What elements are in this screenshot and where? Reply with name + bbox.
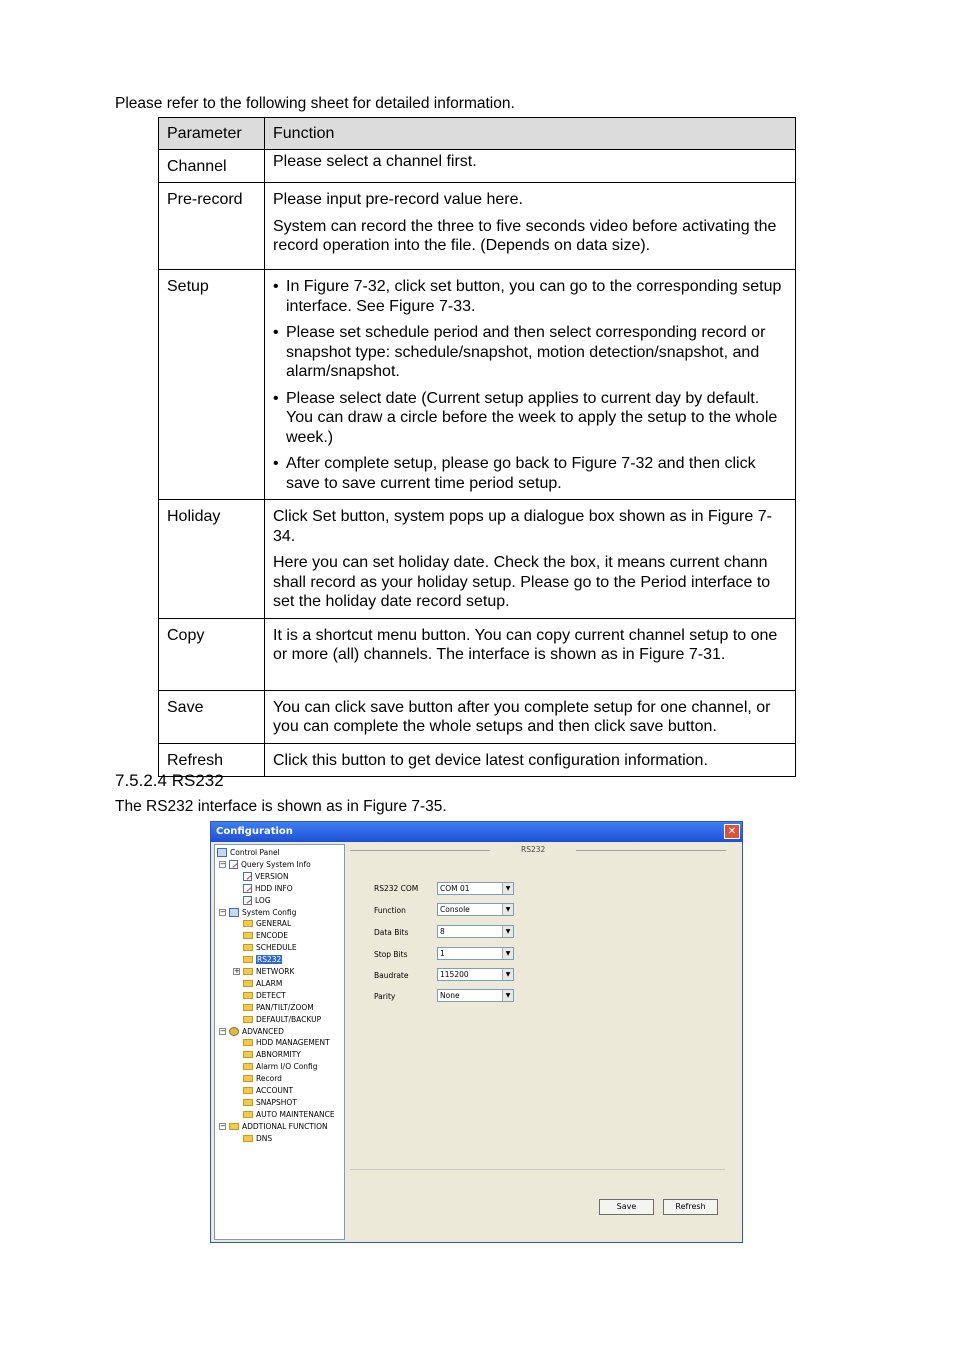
chevron-down-icon[interactable]: ▼ bbox=[502, 883, 513, 894]
folder-icon bbox=[243, 944, 253, 951]
parameter-table bbox=[158, 117, 796, 777]
tree-item-general[interactable] bbox=[243, 918, 291, 929]
field-label-function: Function bbox=[374, 906, 406, 915]
tree-item-label: PAN/TILT/ZOOM bbox=[256, 1002, 314, 1012]
tree-item-label: ADVANCED bbox=[242, 1026, 284, 1036]
tree-item-system-config[interactable] bbox=[229, 907, 296, 918]
field-label-rs232-com: RS232 COM bbox=[374, 884, 419, 893]
field-label-parity: Parity bbox=[374, 992, 396, 1001]
chevron-down-icon[interactable]: ▼ bbox=[502, 990, 513, 1001]
folder-icon bbox=[243, 1063, 253, 1070]
tree-item-rs232[interactable] bbox=[243, 954, 282, 965]
tree-item-label: DETECT bbox=[256, 990, 286, 1000]
tree-expander-icon[interactable]: + bbox=[234, 967, 240, 975]
tree-item-record[interactable] bbox=[243, 1073, 282, 1084]
tree-item-label: Query System Info bbox=[241, 859, 311, 869]
select-value: 115200 bbox=[440, 970, 469, 979]
folder-icon bbox=[229, 1123, 239, 1130]
function-text: It is a shortcut menu button. You can copy current channel setup to one or more (all) channels. The interface is shown as in Figure 7-31. bbox=[273, 626, 778, 663]
param-cell: Pre-record bbox=[159, 183, 265, 270]
table-row bbox=[159, 618, 796, 690]
field-label-data-bits: Data Bits bbox=[374, 928, 409, 937]
function-text: Click Set button, system pops up a dialogue box shown as in Figure 7-34. bbox=[273, 508, 772, 545]
function-cell bbox=[265, 618, 796, 690]
select-value: Console bbox=[440, 905, 470, 914]
tree-item-label: LOG bbox=[255, 895, 271, 905]
select-value: 1 bbox=[440, 949, 445, 958]
tree-item-advanced[interactable] bbox=[229, 1026, 284, 1037]
folder-icon bbox=[243, 968, 253, 975]
tree-item-encode[interactable] bbox=[243, 930, 288, 941]
tree-item-alarm[interactable] bbox=[243, 978, 282, 989]
tree-item-dns[interactable] bbox=[243, 1133, 272, 1144]
header-function: Function bbox=[265, 118, 796, 150]
tree-expander-icon[interactable]: − bbox=[220, 907, 226, 916]
function-text: You can click save button after you complete setup for one channel, or you can complete the whole setups and then click save button. bbox=[273, 698, 771, 735]
chevron-down-icon[interactable]: ▼ bbox=[502, 948, 513, 959]
field-label-baudrate: Baudrate bbox=[374, 971, 409, 980]
chevron-down-icon[interactable]: ▼ bbox=[502, 926, 513, 937]
tree-item-hdd-management[interactable] bbox=[243, 1037, 330, 1048]
function-line: set the holiday date record setup. bbox=[273, 593, 510, 610]
holiday-overflow-text bbox=[273, 553, 787, 612]
function-text: Please input pre-record value here. bbox=[273, 191, 523, 208]
configuration-window bbox=[210, 821, 743, 1243]
field-label-stop-bits: Stop Bits bbox=[374, 950, 408, 959]
tree-item-label: DEFAULT/BACKUP bbox=[256, 1014, 322, 1024]
tree-item-label: SCHEDULE bbox=[256, 943, 297, 953]
data-bits-select[interactable] bbox=[437, 925, 514, 938]
tree-item-label: DNS bbox=[256, 1133, 273, 1143]
save-button[interactable]: Save bbox=[599, 1199, 654, 1215]
tree-item-label: VERSION bbox=[255, 871, 289, 881]
select-value: COM 01 bbox=[440, 884, 470, 893]
param-cell: Channel bbox=[159, 149, 265, 183]
function-cell bbox=[265, 743, 796, 777]
tree-item-snapshot[interactable] bbox=[243, 1097, 297, 1108]
tree-item-label: SNAPSHOT bbox=[256, 1097, 297, 1107]
tree-item-label: System Config bbox=[242, 907, 297, 917]
folder-icon bbox=[243, 932, 253, 939]
panel-icon bbox=[229, 908, 239, 917]
select-value: 8 bbox=[440, 927, 445, 936]
table-header-row bbox=[159, 118, 796, 150]
tree-item-auto-maintenance[interactable] bbox=[243, 1109, 335, 1120]
tree-item-label: HDD INFO bbox=[255, 883, 293, 893]
function-text: Click this button to get device latest configuration information. bbox=[273, 751, 708, 769]
panel-icon bbox=[217, 848, 227, 857]
section-heading: 7.5.2.4 RS232 bbox=[115, 771, 224, 790]
rs232-panel bbox=[347, 844, 740, 1240]
header-parameter: Parameter bbox=[159, 118, 265, 150]
folder-icon bbox=[243, 956, 253, 963]
tree-expander-icon[interactable]: − bbox=[220, 859, 226, 868]
folder-icon bbox=[243, 1087, 253, 1094]
doc-icon bbox=[243, 872, 252, 881]
folder-icon bbox=[243, 1075, 253, 1082]
folder-icon bbox=[243, 1111, 253, 1118]
param-cell: Holiday bbox=[159, 500, 265, 619]
doc-icon bbox=[229, 860, 238, 869]
rs232-com-select[interactable] bbox=[437, 882, 514, 895]
folder-icon bbox=[243, 1135, 253, 1142]
table-row bbox=[159, 500, 796, 619]
tree-expander-icon[interactable]: − bbox=[220, 1121, 226, 1130]
tree-item-label: Alarm I/O Config bbox=[256, 1062, 318, 1072]
tree-item-schedule[interactable] bbox=[243, 942, 297, 953]
doc-icon bbox=[243, 884, 252, 893]
table-row bbox=[159, 183, 796, 270]
tree-item-pan-tilt-zoom[interactable] bbox=[243, 1002, 314, 1013]
tree-item-detect[interactable] bbox=[243, 990, 286, 1001]
table-row bbox=[159, 690, 796, 743]
list-item: • Please select date (Current setup applies to current day by default. You can draw a circle before the week to apply the setup to the whole week.) bbox=[273, 389, 787, 448]
tree-item-label: Record bbox=[256, 1074, 282, 1084]
intro-text: Please refer to the following sheet for detailed information. bbox=[115, 95, 515, 112]
chevron-down-icon[interactable]: ▼ bbox=[502, 969, 513, 980]
param-cell: Refresh bbox=[159, 743, 265, 777]
param-cell: Setup bbox=[159, 270, 265, 500]
tree-item-hdd-info[interactable] bbox=[243, 883, 293, 894]
tree-item-abnormity[interactable] bbox=[243, 1049, 301, 1060]
tree-item-label: ACCOUNT bbox=[256, 1086, 294, 1095]
tree-item-label: AUTO MAINTENANCE bbox=[256, 1109, 335, 1119]
tree-item-label: HDD MANAGEMENT bbox=[256, 1038, 330, 1048]
tree-item-alarm-i-o-config[interactable] bbox=[243, 1061, 318, 1072]
tree-item-account[interactable] bbox=[243, 1085, 293, 1096]
folder-icon bbox=[243, 1016, 253, 1023]
list-item: • After complete setup, please go back to Figure 7-32 and then click save to save current time period setup. bbox=[273, 454, 787, 493]
config-tree bbox=[214, 844, 345, 1240]
baudrate-select[interactable] bbox=[437, 968, 514, 981]
folder-icon bbox=[243, 980, 253, 987]
tree-expander-icon[interactable]: − bbox=[220, 1026, 226, 1035]
tree-item-label: ADDTIONAL FUNCTION bbox=[242, 1121, 328, 1131]
tree-item-control-panel[interactable] bbox=[217, 847, 280, 858]
tree-item-label: ALARM bbox=[256, 978, 283, 988]
select-value: None bbox=[440, 991, 460, 1000]
param-cell: Copy bbox=[159, 618, 265, 690]
chevron-down-icon[interactable]: ▼ bbox=[502, 904, 513, 915]
function-cell bbox=[265, 270, 796, 500]
table-row bbox=[159, 149, 796, 183]
function-text: System can record the three to five seconds video before activating the record operation into the file. (Depends on data size). bbox=[273, 217, 777, 254]
figure-caption: The RS232 interface is shown as in Figure 7-35. bbox=[115, 798, 447, 815]
function-select[interactable] bbox=[437, 903, 514, 916]
tree-item-label: GENERAL bbox=[256, 919, 292, 929]
tree-item-label: RS232 bbox=[257, 955, 282, 965]
tree-item-label: ENCODE bbox=[256, 931, 289, 941]
doc-icon bbox=[243, 896, 252, 905]
function-cell bbox=[265, 500, 796, 619]
tree-item-default-backup[interactable] bbox=[243, 1014, 321, 1025]
folder-icon bbox=[243, 1099, 253, 1106]
table-row bbox=[159, 743, 796, 777]
folder-icon bbox=[243, 1039, 253, 1046]
folder-icon bbox=[243, 992, 253, 999]
function-line: shall record as your holiday setup. Please go to the Period interface to bbox=[273, 573, 771, 591]
stop-bits-select[interactable] bbox=[437, 947, 514, 960]
function-line: Here you can set holiday date. Check the box, it means current chann bbox=[273, 554, 768, 571]
list-item: • Please set schedule period and then select corresponding record or snapshot type: schedule/snapshot, motion detection/snapshot, and alarm/snapshot. bbox=[273, 323, 787, 382]
tree-item-label: ABNORMITY bbox=[256, 1050, 301, 1060]
group-divider bbox=[350, 850, 490, 851]
refresh-button[interactable]: Refresh bbox=[663, 1199, 718, 1215]
window-titlebar[interactable] bbox=[211, 822, 742, 842]
tree-item-label: Control Panel bbox=[230, 848, 280, 857]
param-cell: Save bbox=[159, 690, 265, 743]
table-row bbox=[159, 270, 796, 500]
tree-item-query-system-info[interactable] bbox=[229, 859, 311, 870]
parity-select[interactable] bbox=[437, 989, 514, 1002]
function-text: Please select a channel first. bbox=[273, 152, 477, 170]
divider bbox=[350, 1169, 725, 1170]
tree-item-version[interactable] bbox=[243, 871, 289, 882]
gear-icon bbox=[229, 1027, 239, 1036]
folder-icon bbox=[243, 1051, 253, 1058]
function-cell bbox=[265, 183, 796, 270]
group-divider bbox=[576, 850, 726, 851]
folder-icon bbox=[243, 1004, 253, 1011]
setup-bullet-list bbox=[273, 277, 787, 493]
close-icon[interactable]: ✕ bbox=[724, 824, 740, 839]
group-title: RS232 bbox=[521, 845, 546, 854]
window-title: Configuration bbox=[216, 826, 293, 837]
tree-item-log[interactable] bbox=[243, 895, 271, 906]
list-item: • In Figure 7-32, click set button, you can go to the corresponding setup interface. See Figure 7-33. bbox=[273, 277, 787, 316]
tree-item-addtional-function[interactable] bbox=[229, 1121, 328, 1132]
folder-icon bbox=[243, 920, 253, 927]
function-cell bbox=[265, 149, 796, 183]
tree-item-network[interactable] bbox=[243, 966, 294, 977]
function-cell bbox=[265, 690, 796, 743]
tree-item-label: NETWORK bbox=[256, 967, 295, 976]
